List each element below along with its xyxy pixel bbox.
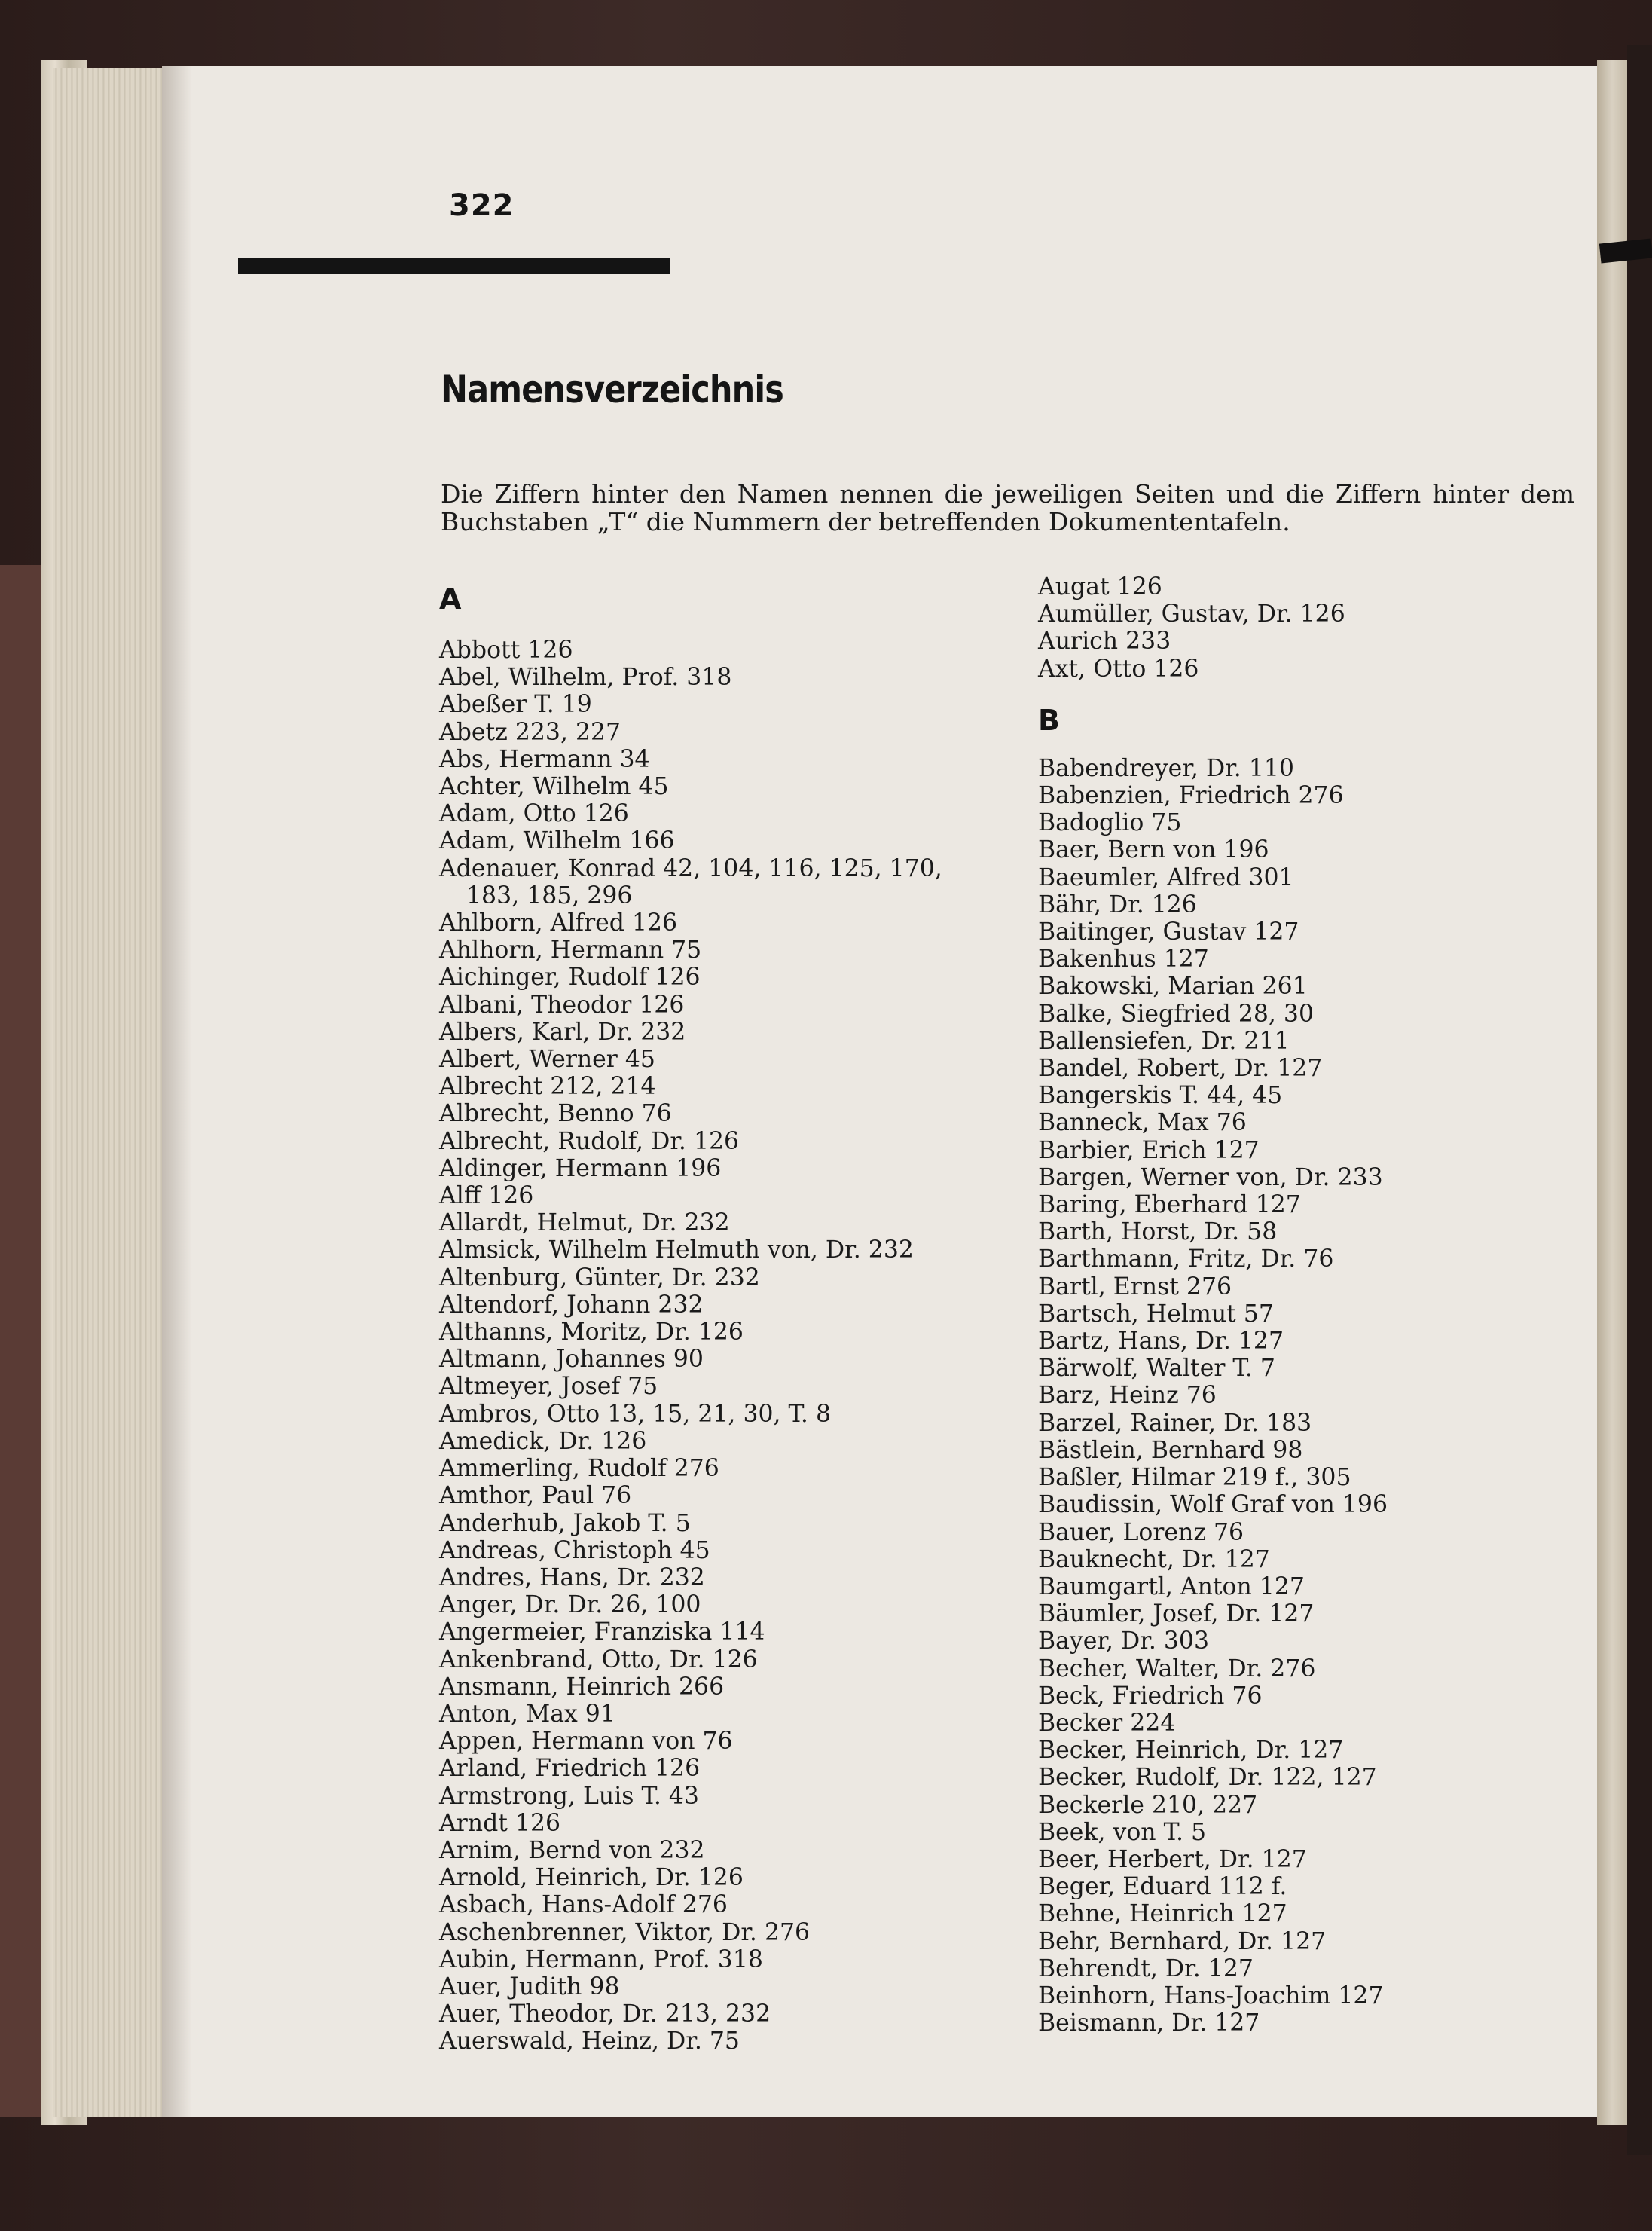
index-entry: Alff 126 [439,1182,534,1210]
index-entry: Baring, Eberhard 127 [1038,1191,1301,1219]
index-entry: Abel, Wilhelm, Prof. 318 [439,664,732,692]
index-entry: Aurich 233 [1038,628,1171,656]
index-entry: Arnold, Heinrich, Dr. 126 [439,1864,744,1892]
entry-list-b [1038,755,1565,2037]
index-entry: Bähr, Dr. 126 [1038,891,1197,918]
index-entry: Badoglio 75 [1038,809,1182,837]
index-entry: Axt, Otto 126 [1038,655,1199,683]
index-entry: Balke, Siegfried 28, 30 [1038,1000,1315,1028]
index-entry: Adenauer, Konrad 42, 104, 116, 125, 170, 183, 185, 296 [439,854,942,909]
index-entry: Behrendt, Dr. 127 [1038,1954,1254,1982]
section-letter-b: B [1038,703,1060,737]
index-entry: Bartsch, Helmut 57 [1038,1300,1274,1328]
index-entry: Beer, Herbert, Dr. 127 [1038,1845,1307,1873]
index-entry: Baeumler, Alfred 301 [1038,863,1294,891]
index-entry: Allardt, Helmut, Dr. 232 [439,1209,730,1237]
entry-list-a [439,637,1012,2055]
intro-paragraph: Die Ziffern hinter den Namen nennen die jeweiligen Seiten und die Ziffern hinter dem Buchstaben „T“ die Nummern der betreffenden Dokumententafeln. [441,479,1574,536]
index-entry: Baer, Bern von 196 [1038,836,1269,864]
index-entry: Bäumler, Josef, Dr. 127 [1038,1600,1315,1628]
index-entry: Baudissin, Wolf Graf von 196 [1038,1491,1388,1519]
page-edges [53,68,166,2117]
index-entry: Bartz, Hans, Dr. 127 [1038,1328,1284,1355]
index-entry: Altmann, Johannes 90 [439,1346,704,1374]
index-entry: Aschenbrenner, Viktor, Dr. 276 [439,1918,811,1946]
index-entry: Bandel, Robert, Dr. 127 [1038,1055,1323,1083]
index-entry: Abeßer T. 19 [439,691,592,719]
entry-list-a-continued [1038,573,1565,683]
index-entry: Ambros, Otto 13, 15, 21, 30, T. 8 [439,1400,831,1428]
index-entry: Barth, Horst, Dr. 58 [1038,1218,1278,1246]
index-entry: Auer, Theodor, Dr. 213, 232 [439,2000,771,2028]
index-entry: Barz, Heinz 76 [1038,1382,1217,1410]
index-entry: Altendorf, Johann 232 [439,1291,704,1319]
index-entry: Beckerle 210, 227 [1038,1791,1258,1819]
index-entry: Bartl, Ernst 276 [1038,1273,1232,1300]
index-entry: Bauknecht, Dr. 127 [1038,1545,1270,1573]
section-letter-a: A [439,582,462,616]
index-entry: Behne, Heinrich 127 [1038,1900,1287,1928]
index-entry: Abetz 223, 227 [439,718,621,746]
index-entry: Banneck, Max 76 [1038,1109,1247,1137]
index-entry: Barbier, Erich 127 [1038,1136,1260,1164]
index-entry: Augat 126 [1038,573,1162,601]
index-entry: Ahlborn, Alfred 126 [439,909,678,937]
index-entry: Bärwolf, Walter T. 7 [1038,1355,1275,1383]
index-entry: Andreas, Christoph 45 [439,1536,710,1564]
index-entry: Arland, Friedrich 126 [439,1755,701,1783]
index-entry: Bauer, Lorenz 76 [1038,1518,1244,1546]
index-entry: Becker, Rudolf, Dr. 122, 127 [1038,1764,1377,1792]
index-entry: Auerswald, Heinz, Dr. 75 [439,2028,740,2055]
index-entry: Altenburg, Günter, Dr. 232 [439,1264,760,1291]
index-entry: Bangerskis T. 44, 45 [1038,1082,1283,1110]
index-entry: Babenzien, Friedrich 276 [1038,782,1344,810]
index-entry: Althanns, Moritz, Dr. 126 [439,1319,744,1346]
index-entry: Arndt 126 [439,1809,561,1837]
index-entry: Aubin, Hermann, Prof. 318 [439,1945,763,1973]
index-entry: Albani, Theodor 126 [439,991,685,1019]
index-entry: Babendreyer, Dr. 110 [1038,754,1294,782]
index-entry: Bakenhus 127 [1038,946,1209,973]
index-entry: Appen, Hermann von 76 [439,1728,733,1756]
index-entry: Asbach, Hans-Adolf 276 [439,1891,728,1919]
index-entry: Beck, Friedrich 76 [1038,1682,1263,1710]
index-entry: Beismann, Dr. 127 [1038,2009,1260,2037]
page-number: 322 [449,188,515,223]
index-entry: Bakowski, Marian 261 [1038,973,1308,1001]
index-entry: Amthor, Paul 76 [439,1482,632,1510]
index-entry: Andres, Hans, Dr. 232 [439,1563,705,1591]
index-entry: Behr, Bernhard, Dr. 127 [1038,1927,1327,1955]
right-cover [1627,45,1652,2155]
facing-page-edge [1597,60,1627,2125]
index-entry: Altmeyer, Josef 75 [439,1373,658,1401]
index-entry: Albrecht, Benno 76 [439,1100,672,1128]
index-entry: Beek, von T. 5 [1038,1818,1207,1846]
index-entry: Ahlhorn, Hermann 75 [439,937,702,964]
index-entry: Bargen, Werner von, Dr. 233 [1038,1163,1383,1191]
index-entry: Aumüller, Gustav, Dr. 126 [1038,601,1345,628]
index-entry: Amedick, Dr. 126 [439,1427,647,1455]
index-entry: Anger, Dr. Dr. 26, 100 [439,1591,701,1619]
index-entry: Angermeier, Franziska 114 [439,1618,765,1646]
index-entry: Albrecht 212, 214 [439,1073,656,1101]
index-entry: Becher, Walter, Dr. 276 [1038,1655,1316,1682]
index-entry: Ankenbrand, Otto, Dr. 126 [439,1646,758,1673]
index-entry: Aichinger, Rudolf 126 [439,964,701,992]
index-entry: Adam, Wilhelm 166 [439,827,675,855]
index-entry: Aldinger, Hermann 196 [439,1154,722,1182]
index-entry: Arnim, Bernd von 232 [439,1836,705,1864]
index-entry: Almsick, Wilhelm Helmuth von, Dr. 232 [439,1236,914,1264]
index-entry: Barzel, Rainer, Dr. 183 [1038,1409,1312,1437]
index-entry: Becker, Heinrich, Dr. 127 [1038,1737,1344,1765]
index-entry: Albers, Karl, Dr. 232 [439,1018,686,1046]
index-entry: Anton, Max 91 [439,1700,615,1728]
index-entry: Armstrong, Luis T. 43 [439,1782,699,1810]
index-entry: Barthmann, Fritz, Dr. 76 [1038,1245,1334,1273]
index-entry: Bästlein, Bernhard 98 [1038,1436,1303,1464]
index-entry: Becker 224 [1038,1709,1176,1737]
index-entry: Anderhub, Jakob T. 5 [439,1509,691,1537]
index-entry: Beger, Eduard 112 f. [1038,1873,1287,1901]
index-entry: Beinhorn, Hans-Joachim 127 [1038,1982,1384,2009]
index-entry: Baßler, Hilmar 219 f., 305 [1038,1464,1351,1492]
index-entry: Ammerling, Rudolf 276 [439,1455,719,1483]
index-entry: Albert, Werner 45 [439,1046,655,1074]
index-entry: Baitinger, Gustav 127 [1038,918,1299,946]
index-entry: Albrecht, Rudolf, Dr. 126 [439,1127,740,1155]
index-entry: Abs, Hermann 34 [439,745,650,773]
index-entry: Ballensiefen, Dr. 211 [1038,1027,1290,1055]
index-column-left [439,573,1012,2055]
index-entry: Adam, Otto 126 [439,800,629,828]
index-entry: Ansmann, Heinrich 266 [439,1673,725,1701]
index-entry: Auer, Judith 98 [439,1973,620,2000]
index-entry: Abbott 126 [439,637,573,664]
index-entry: Achter, Wilhelm 45 [439,773,669,801]
page-title: Namensverzeichnis [441,368,783,411]
gutter-shadow [162,66,192,2117]
index-column-right [1038,573,1565,2037]
header-rule [238,258,670,274]
index-entry: Bayer, Dr. 303 [1038,1627,1209,1655]
index-entry: Baumgartl, Anton 127 [1038,1572,1305,1600]
